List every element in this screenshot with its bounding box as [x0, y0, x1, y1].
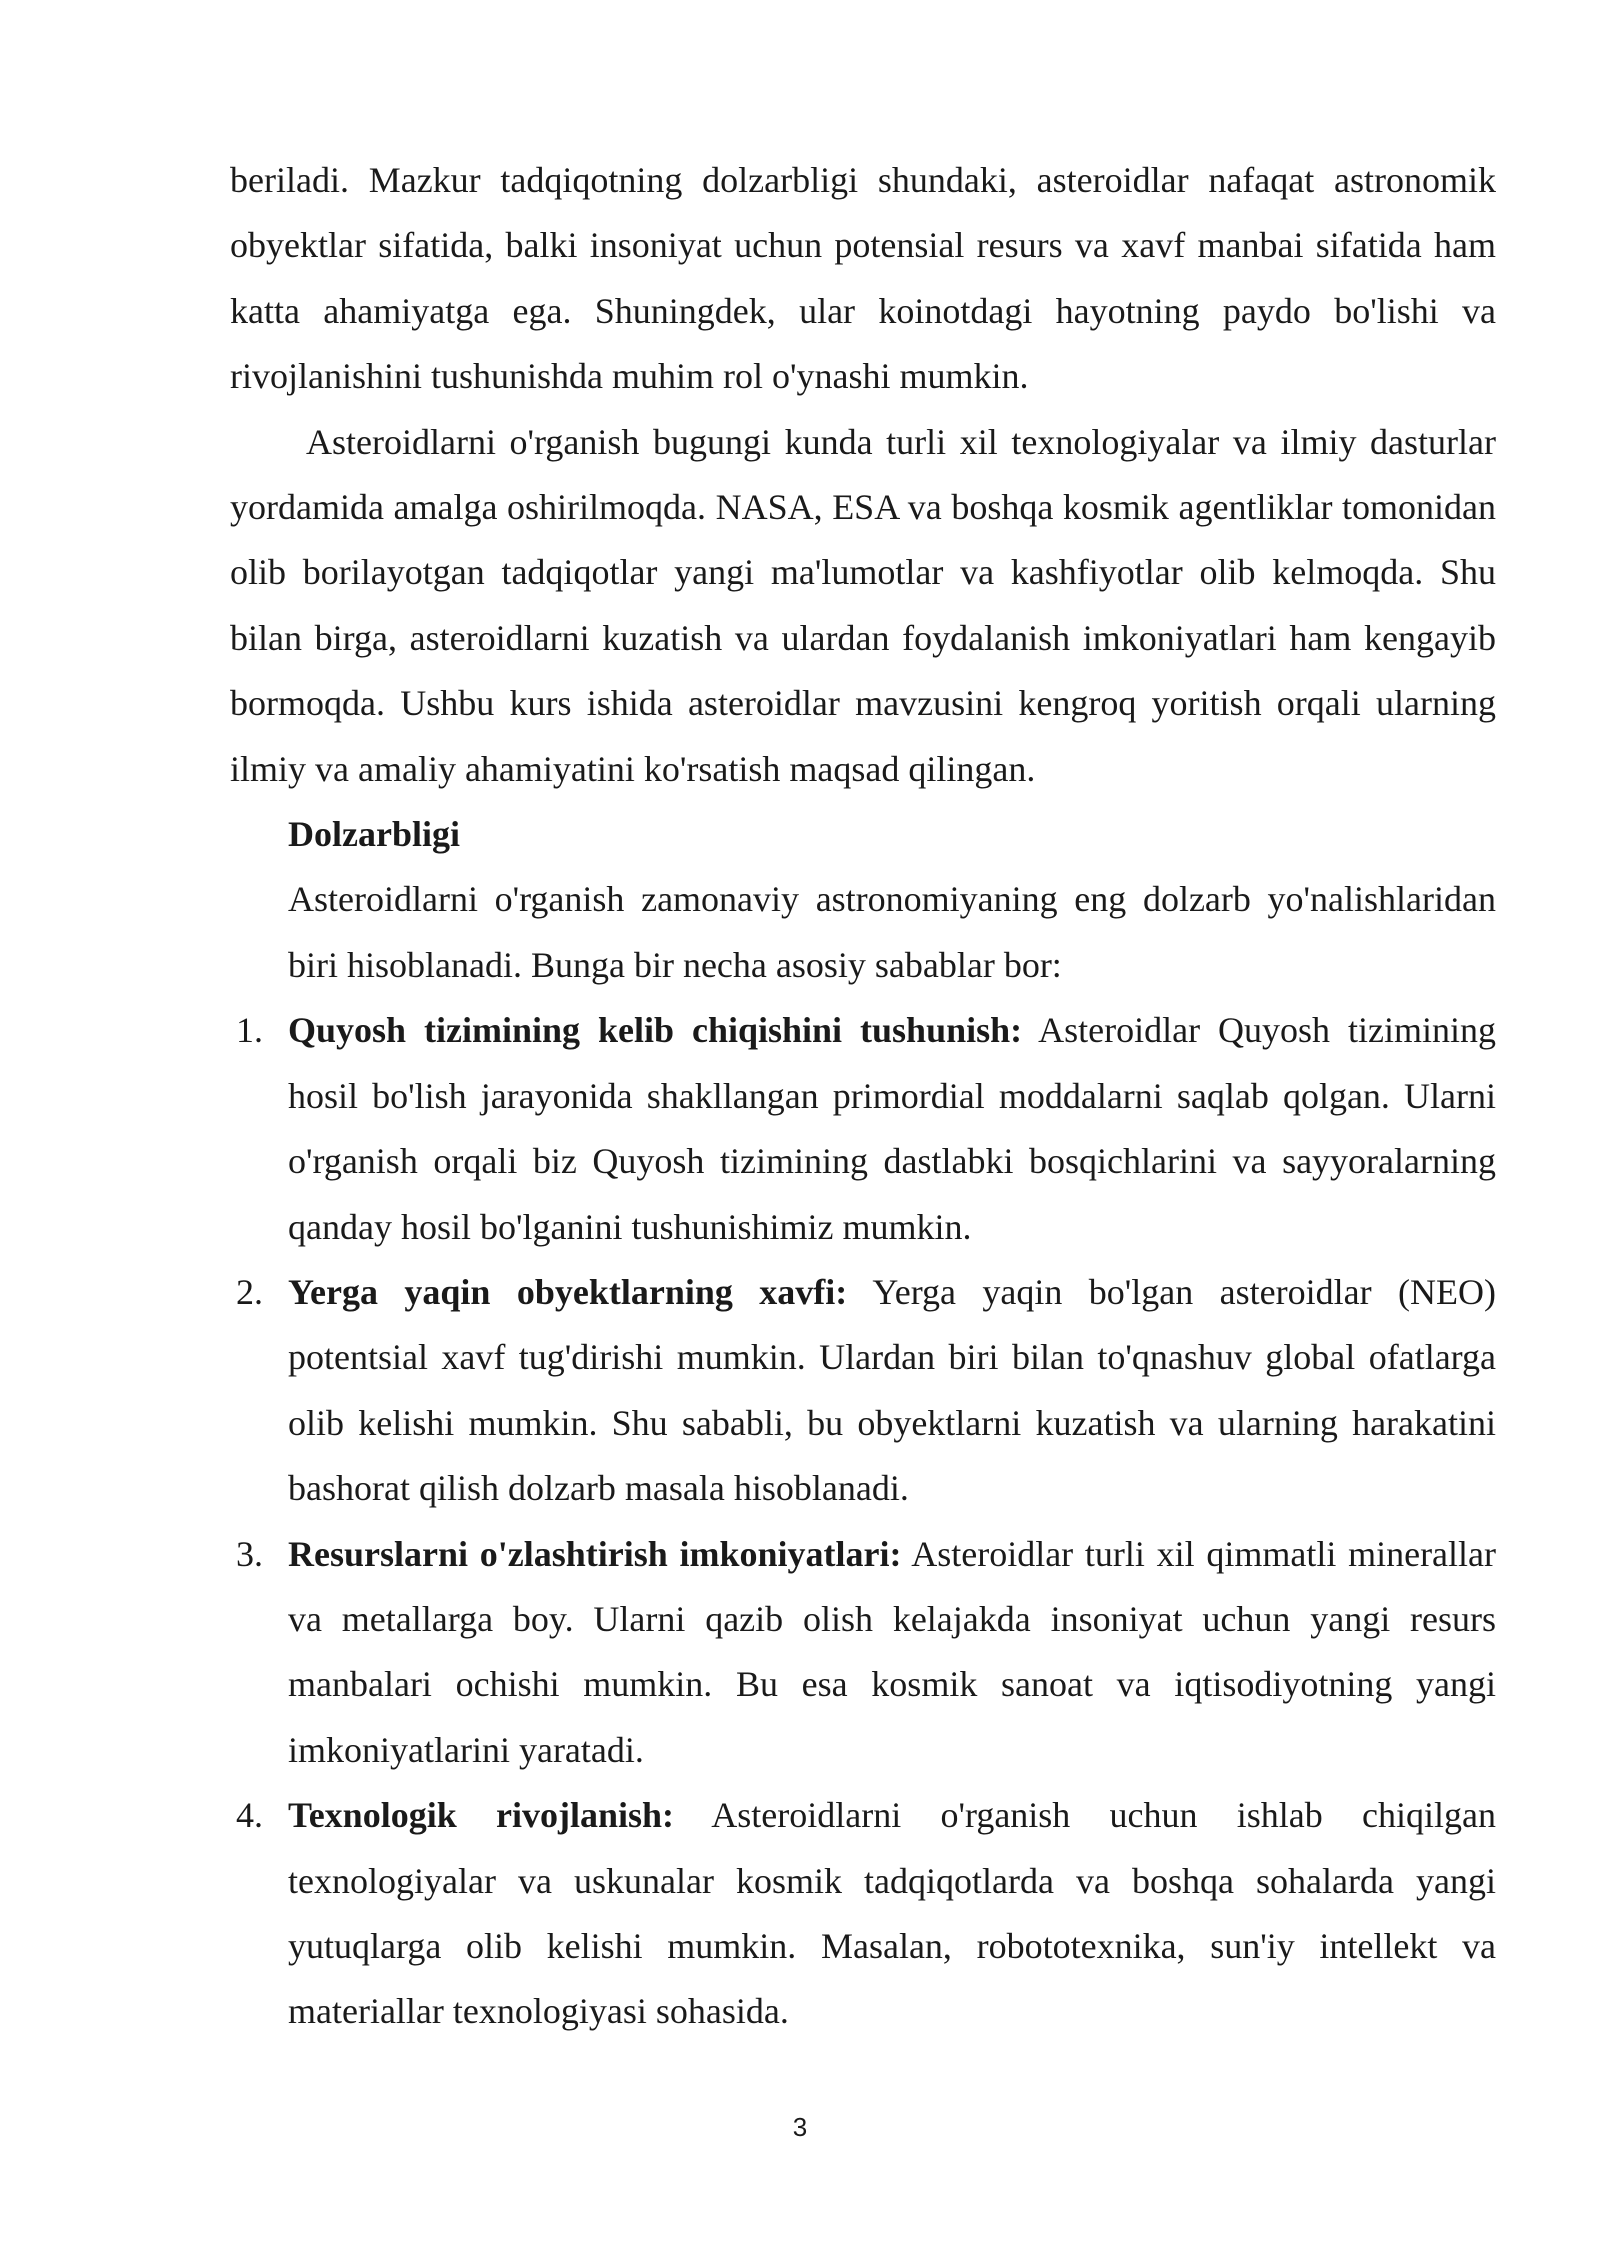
paragraph-continuation: beriladi. Mazkur tadqiqotning dolzarbligi shundaki, asteroidlar nafaqat astronomik obyektlar sifatida, balki insoniyat uchun potensial resurs va xavf manbai sifatida ham katta ahamiyatga ega. Shuningdek, ular koinotdagi hayotning paydo bo'lishi va rivojlanishini tushunishda muhim rol o'ynashi mumkin.	[230, 160, 1496, 397]
list-item-text: Yerga yaqin bo'lgan asteroidlar (NEO) potentsial xavf tug'dirishi mumkin. Ulardan biri bilan to'qnashuv global ofatlarga olib kelishi mumkin. Shu sababli, bu obyektlarni kuzatish va ularning harakatini bashorat qilish dolzarb masala hisoblanadi.	[288, 1271, 1496, 1509]
list-item-number: 4.	[236, 1795, 263, 1836]
page-number: 3	[792, 2112, 808, 2142]
list-item-text: Asteroidlarni o'rganish uchun ishlab chiqilgan texnologiyalar va uskunalar kosmik tadqiqotlarda va boshqa sohalarda yangi yutuqlarga olib kelishi mumkin. Masalan, robototexnika, sun'iy intellekt va materiallar texnologiyasi sohasida.	[288, 1795, 1497, 2032]
section-intro: Asteroidlarni o'rganish zamonaviy astronomiyaning eng dolzarb yo'nalishlaridan biri hisoblanadi. Bunga bir necha asosiy sabablar bor:	[288, 879, 1496, 985]
list-item-text: Asteroidlar turli xil qimmatli minerallar va metallarga boy. Ularni qazib olish kelajakda insoniyat uchun yangi resurs manbalari ochishi mumkin. Bu esa kosmik sanoat va iqtisodiyotning yangi imkoniyatlarini yaratadi.	[288, 1533, 1497, 1770]
list-item	[230, 1783, 1496, 2045]
list-item	[230, 1260, 1496, 1522]
list-item-title: Texnologik rivojlanish:	[288, 1795, 675, 1836]
reasons-list	[230, 998, 1496, 2045]
document-page	[230, 148, 1496, 2045]
list-item-title: Quyosh tizimining kelib chiqishini tushunish:	[288, 1010, 1023, 1051]
list-item	[230, 1522, 1496, 1784]
list-item-title: Resurslarni o'zlashtirish imkoniyatlari:	[288, 1533, 902, 1574]
paragraph-research-overview: Asteroidlarni o'rganish bugungi kunda turli xil texnologiyalar va ilmiy dasturlar yordamida amalga oshirilmoqda. NASA, ESA va boshqa kosmik agentliklar tomonidan olib borilayotgan tadqiqotlar yangi ma'lumotlar va kashfiyotlar olib kelmoqda. Shu bilan birga, asteroidlarni kuzatish va ulardan foydalanish imkoniyatlari ham kengayib bormoqda. Ushbu kurs ishida asteroidlar mavzusini kengroq yoritish orqali ularning ilmiy va amaliy ahamiyatini ko'rsatish maqsad qilingan.	[230, 421, 1496, 789]
section-heading: Dolzarbligi	[288, 814, 460, 855]
list-item-number: 1.	[236, 1010, 263, 1051]
list-item-title: Yerga yaqin obyektlarning xavfi:	[288, 1271, 848, 1312]
list-item-text: Asteroidlar Quyosh tizimining hosil bo'lish jarayonida shakllangan primordial moddalarni saqlab qolgan. Ularni o'rganish orqali biz Quyosh tizimining dastlabki bosqichlarini va sayyoralarning qanday hosil bo'lganini tushunishimiz mumkin.	[288, 1010, 1496, 1247]
list-item-number: 2.	[236, 1271, 263, 1312]
list-item-number: 3.	[236, 1533, 263, 1574]
list-item	[230, 998, 1496, 1260]
